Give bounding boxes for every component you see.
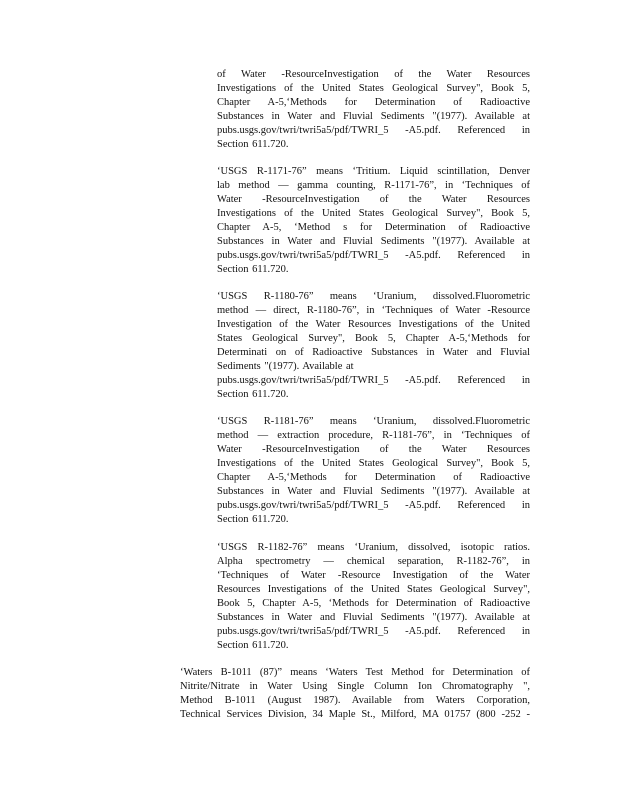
text-line: lab method — gamma counting, R-1171-76”, in ‘Techniques of — [217, 180, 530, 191]
text-line: of Water -ResourceInvestigation of the Water Resources — [217, 69, 530, 80]
text-line: Substances in Water and Fluvial Sediments "(1977). Available at — [217, 236, 530, 247]
text-line: Technical Services Division, 34 Maple St., Milford, MA 01757 (800 -252 - — [180, 709, 530, 720]
text-line: pubs.usgs.gov/twri/twri5a5/pdf/TWRI_5 -A5.pdf. Referenced in — [217, 500, 530, 511]
text-line: Section 611.720. — [217, 264, 289, 275]
text-line: method — direct, R-1180-76”, in ‘Techniques of Water -Resource — [217, 305, 530, 316]
paragraph-usgs-r-1181-76 — [217, 415, 530, 527]
text-line: Sediments "(1977). Available at — [217, 361, 354, 372]
text-line: ‘USGS R-1171-76” means ‘Tritium. Liquid scintillation, Denver — [217, 166, 530, 177]
text-line: Substances in Water and Fluvial Sediments "(1977). Available at — [217, 486, 530, 497]
text-line: Substances in Water and Fluvial Sediments "(1977). Available at — [217, 111, 530, 122]
text-line: pubs.usgs.gov/twri/twri5a5/pdf/TWRI_5 -A5.pdf. Referenced in — [217, 250, 530, 261]
text-line: Chapter A-5,‘Methods for Determination of Radioactive — [217, 472, 530, 483]
text-line: Section 611.720. — [217, 514, 289, 525]
text-line: Resources Investigations of the United States Geological Survey", — [217, 584, 530, 595]
text-line: ‘USGS R-1180-76” means ‘Uranium, dissolved.Fluorometric — [217, 291, 530, 302]
text-line: ‘USGS R-1181-76” means ‘Uranium, dissolved.Fluorometric — [217, 416, 530, 427]
text-line: ‘USGS R-1182-76” means ‘Uranium, dissolved, isotopic ratios. — [217, 542, 530, 553]
text-line: ‘Techniques of Water -Resource Investigation of the Water — [217, 570, 530, 581]
text-line: Section 611.720. — [217, 139, 289, 150]
text-line: Water -ResourceInvestigation of the Water Resources — [217, 444, 530, 455]
text-line: Chapter A-5,‘Methods for Determination of Radioactive — [217, 97, 530, 108]
paragraph-usgs-continuation — [217, 68, 530, 152]
text-line: States Geological Survey", Book 5, Chapter A-5,‘Methods for — [217, 333, 530, 344]
text-line: method — extraction procedure, R-1181-76”, in ‘Techniques of — [217, 430, 530, 441]
text-line: Nitrite/Nitrate in Water Using Single Column Ion Chromatography ", — [180, 681, 530, 692]
text-line: Section 611.720. — [217, 389, 289, 400]
text-line: Water -ResourceInvestigation of the Water Resources — [217, 194, 530, 205]
text-line: Alpha spectrometry — chemical separation, R-1182-76”, in — [217, 556, 530, 567]
text-line: Chapter A-5, ‘Method s for Determination of Radioactive — [217, 222, 530, 233]
text-line: Book 5, Chapter A-5, ‘Methods for Determination of Radioactive — [217, 598, 530, 609]
text-line: pubs.usgs.gov/twri/twri5a5/pdf/TWRI_5 -A5.pdf. Referenced in — [217, 375, 530, 386]
text-line: pubs.usgs.gov/twri/twri5a5/pdf/TWRI_5 -A5.pdf. Referenced in — [217, 125, 530, 136]
text-line: Investigations of the United States Geological Survey", Book 5, — [217, 83, 530, 94]
text-line: Determinati on of Radioactive Substances in Water and Fluvial — [217, 347, 530, 358]
text-line: Investigations of the United States Geological Survey", Book 5, — [217, 458, 530, 469]
paragraph-usgs-r-1180-76 — [217, 290, 530, 402]
text-line: ‘Waters B-1011 (87)” means ‘Waters Test Method for Determination of — [180, 667, 530, 678]
text-line: Investigations of the United States Geological Survey", Book 5, — [217, 208, 530, 219]
text-line: Investigation of the Water Resources Investigations of the United — [217, 319, 530, 330]
text-line: Section 611.720. — [217, 640, 289, 651]
paragraph-waters-b-1011 — [180, 666, 530, 722]
paragraph-usgs-r-1171-76 — [217, 165, 530, 277]
text-line: pubs.usgs.gov/twri/twri5a5/pdf/TWRI_5 -A5.pdf. Referenced in — [217, 626, 530, 637]
text-line: Substances in Water and Fluvial Sediments "(1977). Available at — [217, 612, 530, 623]
text-line: Method B-1011 (August 1987). Available from Waters Corporation, — [180, 695, 530, 706]
paragraph-usgs-r-1182-76 — [217, 541, 530, 653]
